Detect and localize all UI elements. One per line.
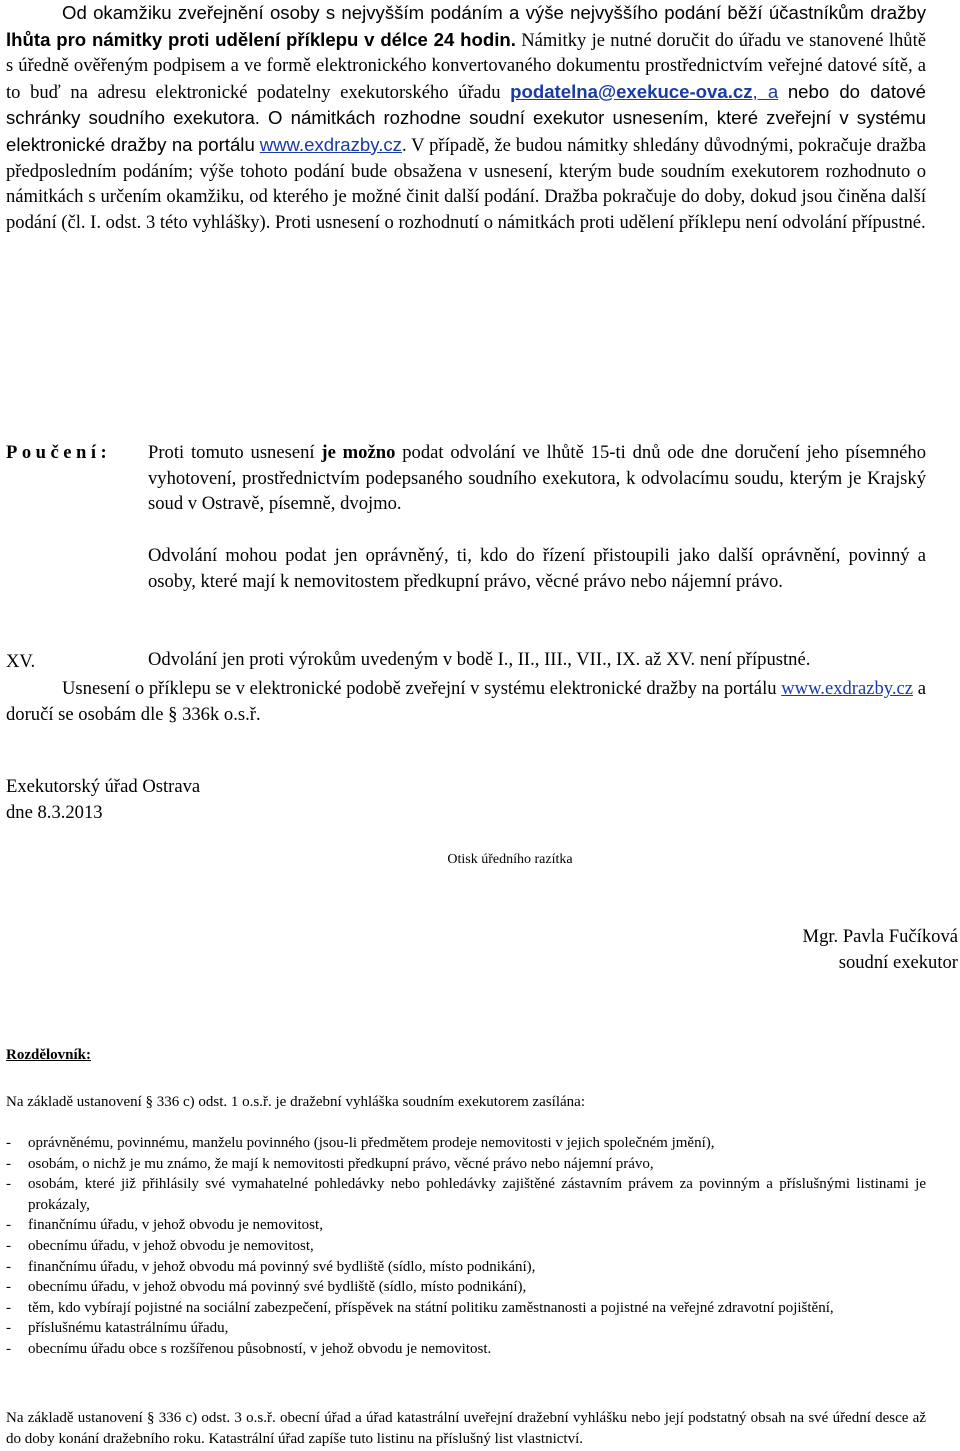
- portal-link[interactable]: www.exdrazby.cz: [259, 133, 402, 155]
- distribution-title: Rozdělovník:: [6, 1047, 92, 1063]
- distribution-item: - osobám, o nichž je mu známo, že mají k nemovitosti předkupní právo, věcné právo nebo nájemní právo,: [6, 1155, 654, 1172]
- distribution-item: - osobám, které již přihlásily své vymahatelné pohledávky nebo pohledávky zajištěné zástavním právem za povinným a příslušnými listinami je prokázaly,: [6, 1176, 926, 1213]
- signer-role: soudní exekutor: [838, 951, 958, 973]
- section-xv-text-1: Usnesení o příklepu se v elektronické podobě zveřejní v systému elektronické dražby na portálu: [62, 678, 777, 699]
- office-name: Exekutorský úřad Ostrava: [6, 776, 201, 797]
- instruction-paragraph-not-permitted: Odvolání jen proti výrokům uvedeným v bodě I., II., III., VII., IX. až XV. není přípustné.: [148, 649, 811, 670]
- distribution-item: - těm, kdo vybírají pojistné na sociální zabezpečení, příspěvek na státní politiku zaměstnanosti a pojistné na veřejné zdravotní pojištění,: [6, 1299, 834, 1316]
- section-number-xv: XV.: [6, 651, 36, 672]
- signer-name: Mgr. Pavla Fučíková: [802, 926, 958, 947]
- distribution-item: - příslušnému katastrálnímu úřadu,: [6, 1320, 229, 1337]
- distribution-item: - obecnímu úřadu, v jehož obvodu má povinný své bydliště (sídlo, místo podnikání),: [6, 1279, 527, 1296]
- distribution-list: [6, 1133, 926, 1360]
- section-xv-text-2: a doručí se osobám dle § 336k o.s.ř.: [6, 678, 926, 725]
- email-link-suffix[interactable]: , a: [752, 80, 779, 102]
- signature-block: [803, 924, 958, 975]
- distribution-item: - finančnímu úřadu, v jehož obvodu je nemovitost,: [6, 1217, 323, 1234]
- distribution-item: - obecnímu úřadu obce s rozšířenou působností, v jehož obvodu je nemovitost.: [6, 1340, 492, 1357]
- distribution-item: - oprávněnému, povinnému, manželu povinného (jsou-li předmětem prodeje nemovitosti v jejich společném jmění),: [6, 1135, 715, 1151]
- section-xv-paragraph: [6, 676, 926, 727]
- distribution-outro: Na základě ustanovení § 336 c) odst. 3 o.s.ř. obecní úřad a úřad katastrální uveřejní dražební vyhlášku nebo její podstatný obsah na své úřední desce až do doby konání dražebního roku. Katastrální úřad zapíše tuto listinu na příslušný list vlastnictví.: [6, 1410, 926, 1447]
- instruction-text-1b: podat odvolání ve lhůtě 15-ti dnů ode dne doručení jeho písemného vyhotovení, prostřednictvím podepsaného soudního exekutora, k odvolacímu soudu, kterým je Krajský soud v Ostravě, písemně, dvojmo.: [148, 442, 926, 515]
- office-date: dne 8.3.2013: [6, 801, 103, 823]
- intro-sentence-5: nebo do datové schránky soudního exekutora. O námitkách rozhodne soudní exekutor usnesením, které zveřejní v systému elektronické dražby na portálu: [6, 80, 926, 155]
- intro-sentence-1: Od okamžiku zveřejnění osoby s nejvyšším podáním a výše nejvyššího podání běží účastníkům dražby: [62, 2, 926, 23]
- auction-objection-paragraph: [6, 0, 926, 235]
- instruction-paragraph-appeal: [148, 440, 926, 517]
- intro-sentence-3: Námitky je nutné doručit do úřadu ve stanovené lhůtě s úředně ověřeným podpisem a ve formě elektronického konvertovaného dokumentu prostřednictvím veřejné datové sítě, a to buď na adresu elektronické podatelny exekutorského úřadu: [6, 29, 926, 103]
- intro-sentence-6: . V případě, že budou námitky shledány důvodnými, pokračuje dražba předposledním podáním; výše tohoto podání bude obsažena v usnesení, kterým bude soudním exekutorem rozhodnuto o námitkách s určením okamžiku, od kterého je možné činit další podání. Dražba pokračuje do doby, dokud jsou činěna další podání (čl. I. odst. 3 této vyhlášky). Proti usnesení o rozhodnutí o námitkách proti udělení příklepu není odvolání přípustné.: [6, 134, 927, 233]
- instruction-label: Poučení:: [6, 442, 112, 463]
- instruction-text-bold: je možno: [321, 442, 396, 463]
- office-block: [6, 774, 200, 825]
- instruction-text-1a: Proti tomuto usnesení: [148, 442, 315, 463]
- email-link[interactable]: podatelna@exekuce-ova.cz: [510, 80, 753, 102]
- distribution-item: - obecnímu úřadu, v jehož obvodu je nemovitost,: [6, 1237, 314, 1254]
- section-xv-portal-link[interactable]: www.exdrazby.cz: [781, 678, 914, 699]
- instruction-paragraph-who-may-appeal: Odvolání mohou podat jen oprávněný, ti, kdo do řízení přistoupili jako další oprávnění, povinný a osoby, které mají k nemovitostem předkupní právo, věcné právo nebo nájemní právo.: [148, 545, 926, 592]
- objection-deadline-bold: lhůta pro námitky proti udělení příklepu v délce 24 hodin.: [6, 28, 516, 50]
- distribution-item: - finančnímu úřadu, v jehož obvodu má povinný své bydliště (sídlo, místo podnikání),: [6, 1258, 536, 1275]
- stamp-placeholder: Otisk úředního razítka: [447, 852, 573, 867]
- distribution-intro: Na základě ustanovení § 336 c) odst. 1 o.s.ř. je dražební vyhláška soudním exekutorem zasílána:: [6, 1094, 585, 1110]
